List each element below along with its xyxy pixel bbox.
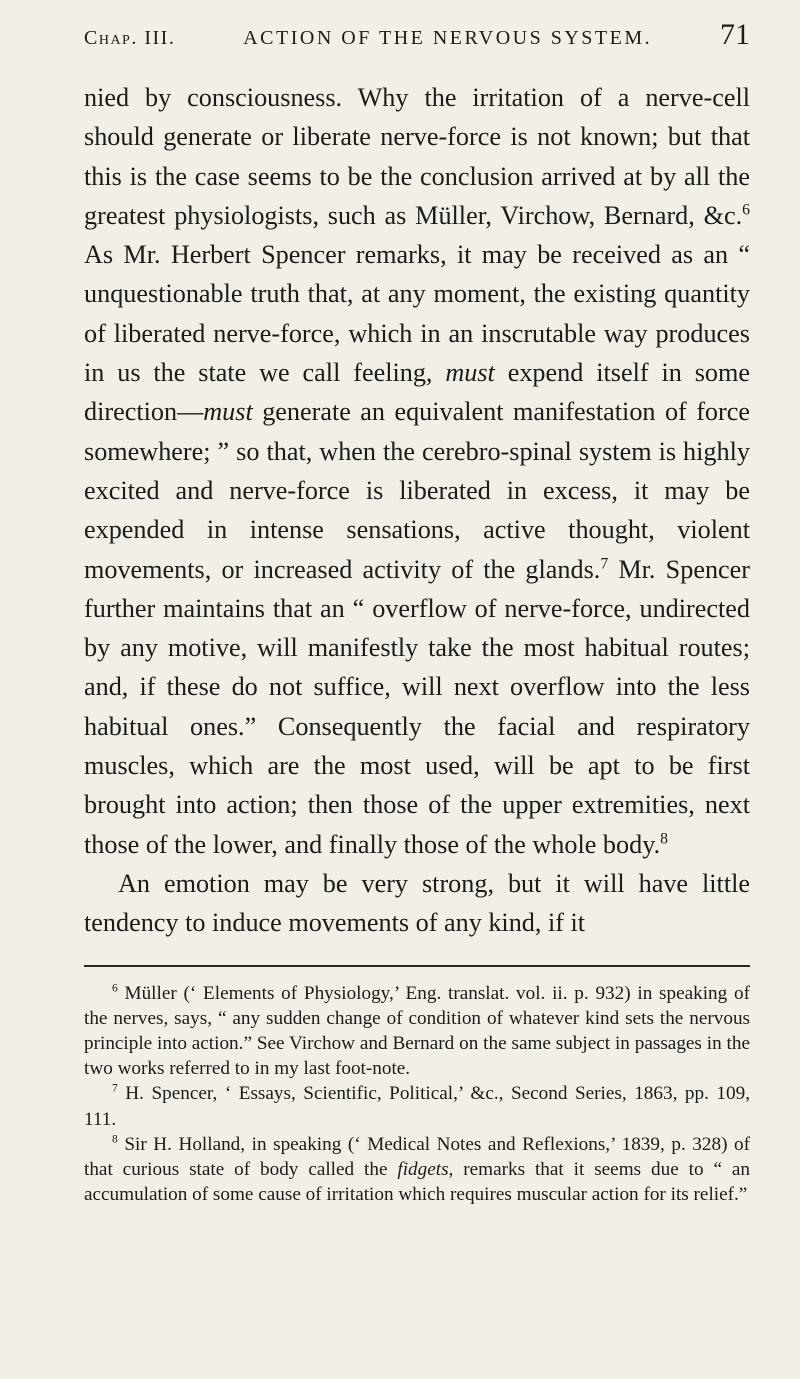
footnote-ref-8: 8 <box>660 829 669 847</box>
running-head <box>84 18 750 66</box>
p1-segment-c: expend itself in some direction— <box>84 358 750 427</box>
emphasis-must-1: must <box>445 358 495 388</box>
book-page <box>84 18 750 1207</box>
page-number: 71 <box>720 18 750 51</box>
running-title: ACTION OF THE NERVOUS SYSTEM. <box>243 27 653 49</box>
footnote-7-mark: 7 <box>112 1082 118 1095</box>
footnote-6-text: Müller (‘ Elements of Physiology,’ Eng. translat. vol. ii. p. 932) in speaking of the nerves, says, “ any sudden change of condition of whatever kind sets the nervous principle into action.” See Virchow and Bernard on the same subject in passages in the two works referred to in my last foot-note. <box>84 982 750 1080</box>
footnote-divider <box>84 965 750 967</box>
footnote-8-text-a: Sir H. Holland, in speaking (‘ Medical Notes and Reflexions,’ 1839, p. 328) of that curious state of body called the <box>84 1133 750 1180</box>
footnote-7-text: H. Spencer, ‘ Essays, Scientific, Political,’ &c., Second Series, 1863, pp. 109, 111. <box>84 1083 750 1130</box>
main-text <box>84 78 750 943</box>
footnote-6-mark: 6 <box>112 982 118 995</box>
footnote-ref-6: 6 <box>742 201 750 219</box>
footnotes <box>84 981 750 1208</box>
paragraph-1 <box>84 78 750 864</box>
footnote-ref-7: 7 <box>600 554 609 572</box>
footnote-8-text-b: , remarks that it seems due to “ an accumulation of some cause of irritation which requires muscular action for its relief.” <box>84 1158 750 1206</box>
footnote-8-mark: 8 <box>112 1133 118 1146</box>
footnote-6 <box>84 981 750 1082</box>
p1-segment-a: nied by consciousness. Why the irritation of a nerve-cell should generate or liberate nerve-force is not known; but that this is the case seems to be the conclusion arrived at by all the greatest physiologists, such as Müller, Virchow, Bernard, &c. <box>84 83 750 230</box>
emphasis-must-2: must <box>203 397 253 427</box>
p1-segment-e: Mr. Spencer further maintains that an “ overflow of nerve-force, undirected by any motive, will manifestly take the most habitual routes; and, if these do not suffice, will next overflow into the less habitual ones.” Consequently the facial and respiratory muscles, which are the most used, will be apt to be first brought into action; then those of the upper extremities, next those of the lower, and finally those of the whole body. <box>84 554 750 859</box>
paragraph-2: An emotion may be very strong, but it will have little tendency to induce movements of any kind, if it <box>84 868 750 938</box>
footnote-8 <box>84 1132 750 1208</box>
footnote-8-emphasis: fidgets <box>397 1158 449 1180</box>
p1-segment-b: As Mr. Herbert Spencer remarks, it may be received as an “ unquestionable truth that, at any moment, the existing quantity of liberated nerve-force, which in an inscrutable way produces in us the state we call feeling, <box>84 240 750 388</box>
chapter-label: Chap. III. <box>84 27 176 49</box>
p1-segment-d: generate an equivalent manifestation of force somewhere; ” so that, when the cerebro-spinal system is highly excited and nerve-force is liberated in excess, it may be expended in intense sensations, active thought, violent movements, or increased activity of the glands. <box>84 397 750 584</box>
footnote-7 <box>84 1081 750 1131</box>
